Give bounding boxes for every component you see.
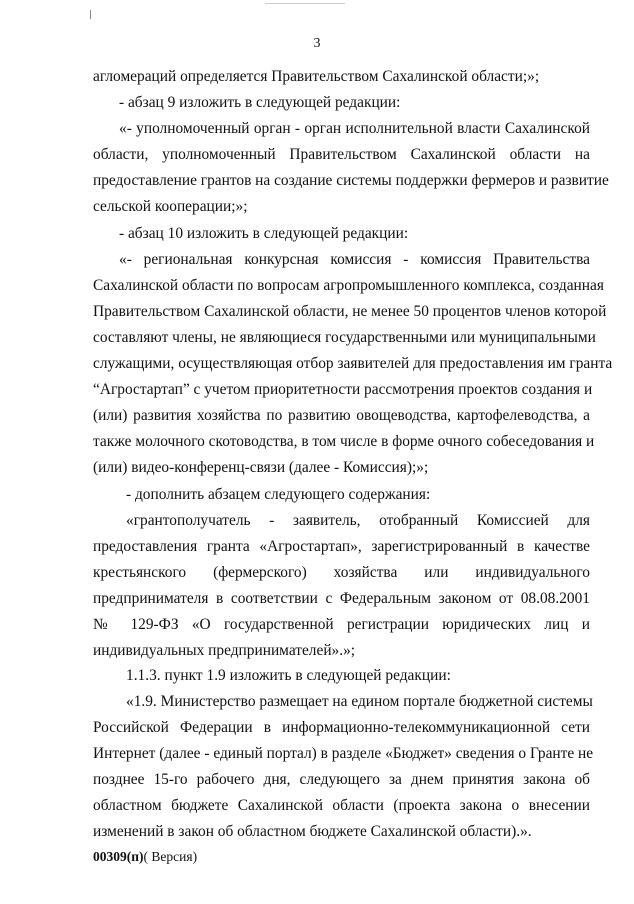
text-line: Сахалинской области по вопросам агропромышленного комплекса, созданная — [93, 277, 604, 294]
text-line: «1.9. Министерство размещает на едином портале бюджетной системы — [126, 693, 593, 710]
text-line: также молочного скотоводства, в том числе в форме очного собеседования и — [93, 433, 595, 450]
text-line: агломераций определяется Правительством Сахалинской области;»; — [93, 68, 540, 85]
text-line: области, уполномоченный Правительством Сахалинской области на — [93, 146, 590, 163]
text-line: - дополнить абзацем следующего содержания: — [126, 486, 431, 503]
text-line: предоставления гранта «Агростартап», зарегистрированный в качестве — [93, 538, 590, 555]
text-line: позднее 15-го рабочего дня, следующего за днем принятия закона об — [93, 771, 590, 788]
document-footer — [93, 849, 197, 865]
text-line: предоставление грантов на создание системы поддержки фермеров и развитие — [93, 172, 609, 189]
text-line: (или) развития хозяйства по развитию овощеводства, картофелеводства, а — [93, 407, 590, 424]
text-line: предпринимателя в соответствии с Федеральным законом от 08.08.2001 — [93, 590, 590, 607]
text-line: Правительством Сахалинской области, не менее 50 процентов членов которой — [93, 303, 607, 320]
text-line: “Агростартап” с учетом приоритетности рассмотрения проектов создания и — [93, 381, 593, 398]
document-code: 00309(п) — [93, 849, 144, 864]
text-line: (или) видео-конференц-связи (далее - Комиссия);»; — [93, 459, 429, 476]
scan-mark — [90, 10, 91, 19]
text-line: № 129-ФЗ «О государственной регистрации юридических лиц и — [93, 616, 590, 633]
text-line: областном бюджете Сахалинской области (проекта закона о внесении — [93, 797, 590, 814]
text-line: Интернет (далее - единый портал) в разделе «Бюджет» сведения о Гранте не — [93, 745, 594, 762]
text-line: крестьянского (фермерского) хозяйства или индивидуального — [93, 564, 590, 581]
scan-mark — [265, 3, 345, 4]
text-line: составляют члены, не являющиеся государственными или муниципальными — [93, 329, 596, 346]
text-line: сельской кооперации;»; — [93, 198, 248, 215]
text-line: - абзац 9 изложить в следующей редакции: — [119, 94, 401, 111]
text-line: «- региональная конкурсная комиссия - комиссия Правительства — [119, 251, 590, 268]
text-line: индивидуальных предпринимателей».»; — [93, 642, 356, 659]
text-line: «- уполномоченный орган - орган исполнительной власти Сахалинской — [119, 120, 590, 137]
text-line: служащими, осуществляющая отбор заявителей для предоставления им гранта — [93, 355, 613, 372]
text-line: изменений в закон об областном бюджете Сахалинской области).». — [93, 823, 532, 840]
text-line: 1.1.3. пункт 1.9 изложить в следующей редакции: — [126, 667, 451, 684]
text-line: «грантополучатель - заявитель, отобранный Комиссией для — [126, 512, 590, 529]
page-number: 3 — [313, 36, 321, 51]
text-line: - абзац 10 изложить в следующей редакции: — [119, 225, 409, 242]
text-line: Российской Федерации в информационно-телекоммуникационной сети — [93, 719, 590, 736]
document-version: ( Версия) — [143, 849, 198, 864]
